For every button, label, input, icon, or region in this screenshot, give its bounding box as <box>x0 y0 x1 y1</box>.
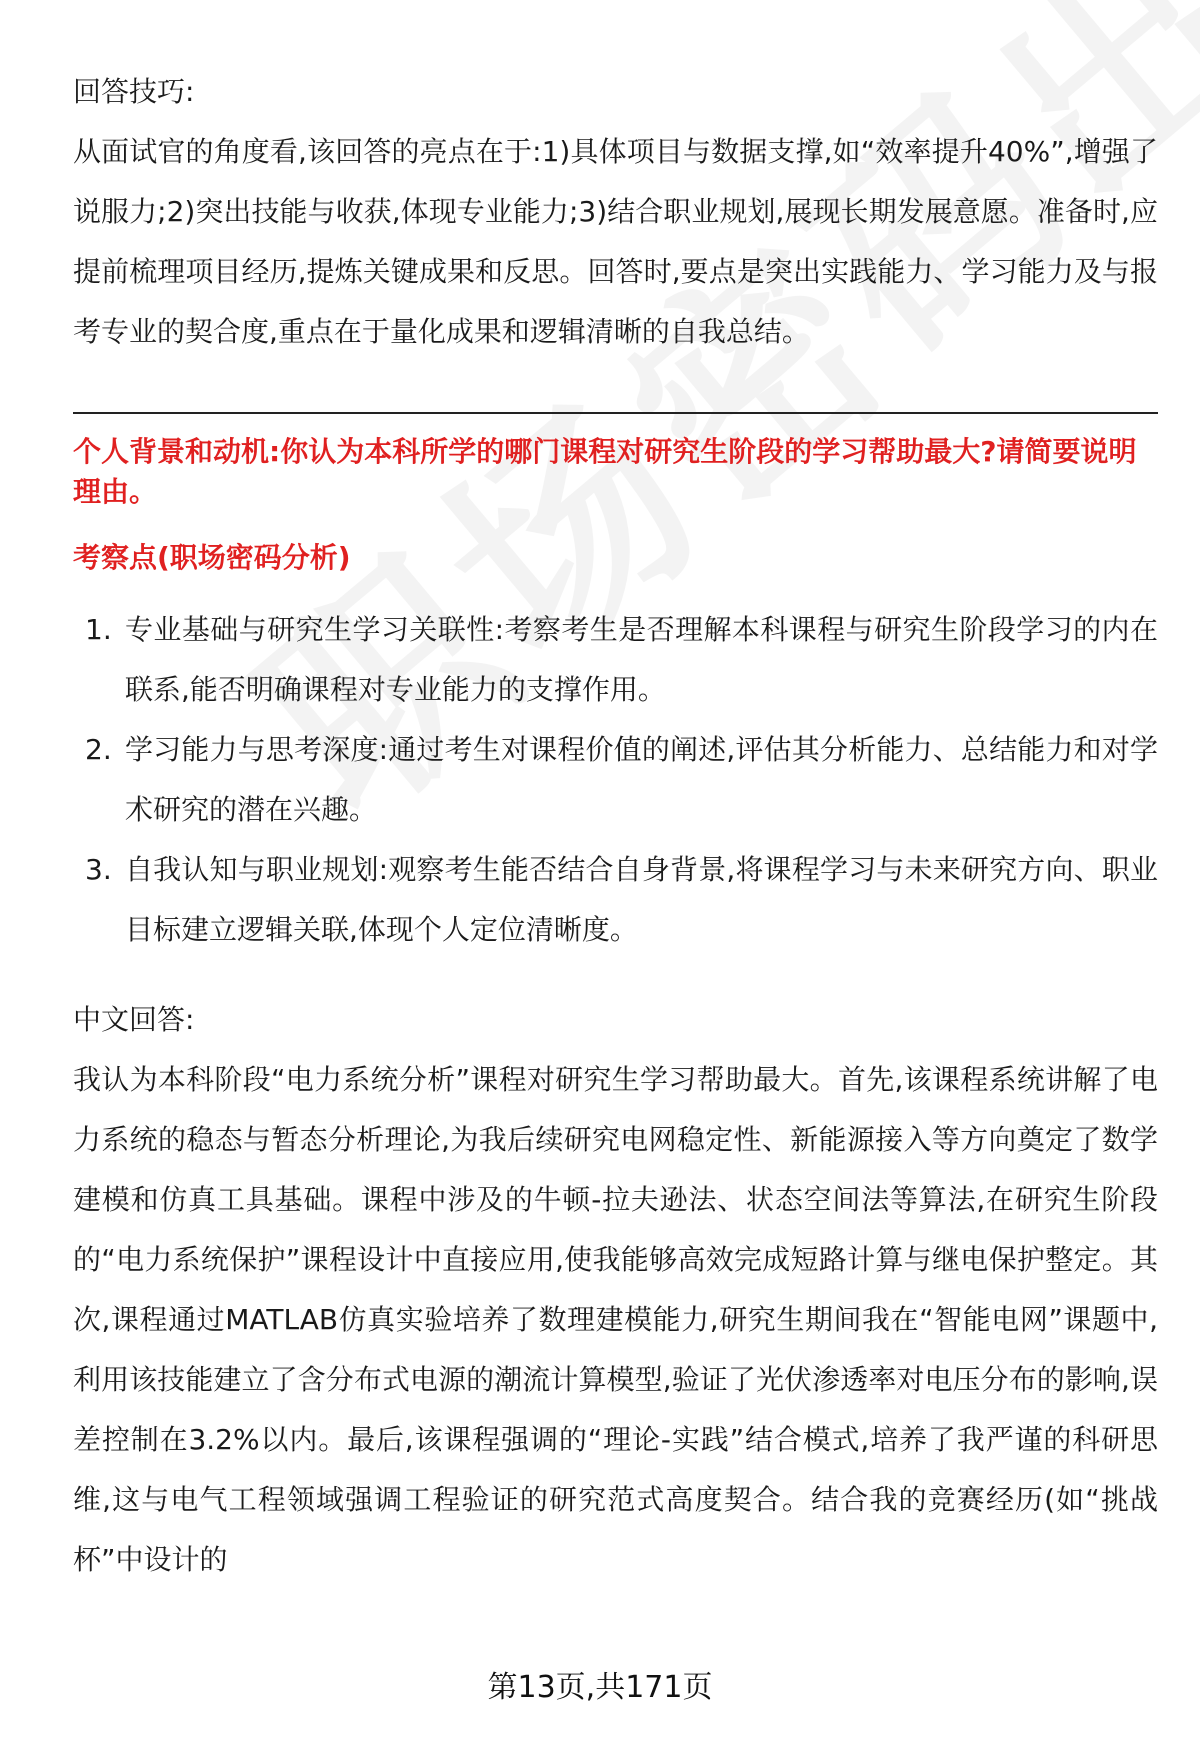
assessment-point <box>73 840 1158 960</box>
question-title: 个人背景和动机:你认为本科所学的哪门课程对研究生阶段的学习帮助最大?请简要说明理由。 <box>73 435 1137 508</box>
tips-label: 回答技巧: <box>73 75 195 108</box>
point-number: 2. <box>85 733 112 766</box>
page-number: 第13页,共171页 <box>487 1670 713 1705</box>
assessment-point <box>73 720 1158 840</box>
point-text: 专业基础与研究生学习关联性:考察考生是否理解本科课程与研究生阶段学习的内在联系,能否明确课程对专业能力的支撑作用。 <box>125 613 1158 706</box>
assessment-list <box>73 600 1158 960</box>
tips-text: 从面试官的角度看,该回答的亮点在于:1)具体项目与数据支撑,如“效率提升40%”,增强了说服力;2)突出技能与收获,体现专业能力;3)结合职业规划,展现长期发展意愿。准备时,应提前梳理项目经历,提炼关键成果和反思。回答时,要点是突出实践能力、学习能力及与报考专业的契合度,重点在于量化成果和逻辑清晰的自我总结。 <box>73 135 1158 348</box>
section-divider <box>73 412 1158 414</box>
point-text: 学习能力与思考深度:通过考生对课程价值的阐述,评估其分析能力、总结能力和对学术研究的潜在兴趣。 <box>125 733 1158 826</box>
point-text: 自我认知与职业规划:观察考生能否结合自身背景,将课程学习与未来研究方向、职业目标建立逻辑关联,体现个人定位清晰度。 <box>125 853 1158 946</box>
page-content <box>73 62 1158 1590</box>
assessment-heading: 考察点(职场密码分析) <box>73 541 351 574</box>
point-number: 1. <box>85 613 112 646</box>
answer-label: 中文回答: <box>73 1003 195 1036</box>
point-number: 3. <box>85 853 112 886</box>
answer-text: 我认为本科阶段“电力系统分析”课程对研究生学习帮助最大。首先,该课程系统讲解了电力系统的稳态与暂态分析理论,为我后续研究电网稳定性、新能源接入等方向奠定了数学建模和仿真工具基础。课程中涉及的牛顿-拉夫逊法、状态空间法等算法,在研究生阶段的“电力系统保护”课程设计中直接应用,使我能够高效完成短路计算与继电保护整定。其次,课程通过MATLAB仿真实验培养了数理建模能力,研究生期间我在“智能电网”课题中,利用该技能建立了含分布式电源的潮流计算模型,验证了光伏渗透率对电压分布的影响,误差控制在3.2%以内。最后,该课程强调的“理论-实践”结合模式,培养了我严谨的科研思维,这与电气工程领域强调工程验证的研究范式高度契合。结合我的竞赛经历(如“挑战杯”中设计的 <box>73 1063 1158 1576</box>
assessment-point <box>73 600 1158 720</box>
